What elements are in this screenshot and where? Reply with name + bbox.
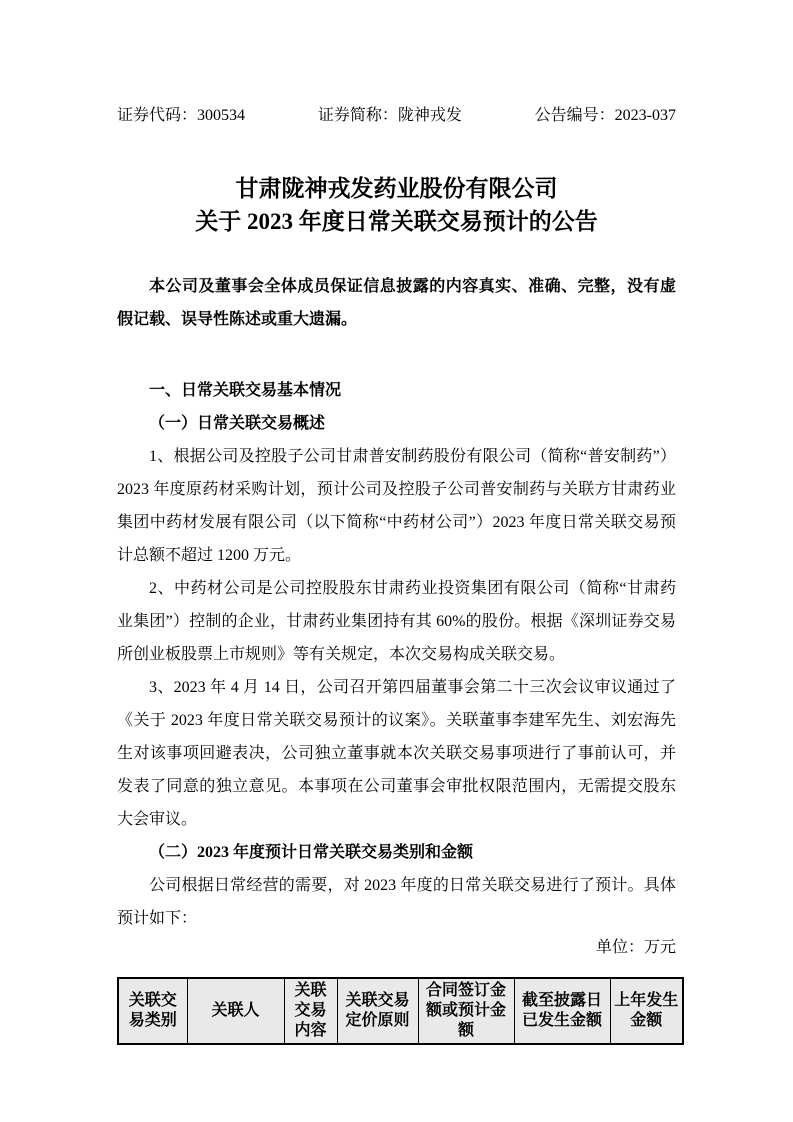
col-header-transaction-type: 关联交易类别 xyxy=(118,978,187,1044)
document-title-line2: 关于 2023 年度日常关联交易预计的公告 xyxy=(195,209,598,234)
document-header-row xyxy=(117,106,676,126)
col-header-related-party: 关联人 xyxy=(187,978,284,1044)
col-header-pricing-principle: 关联交易定价原则 xyxy=(337,978,418,1044)
stock-abbr-text: 证券简称：陇神戎发 xyxy=(317,107,462,124)
paragraph-overview-3: 3、2023 年 4 月 14 日，公司召开第四届董事会第二十三次会议审议通过了《关于 2023 年度日常关联交易预计的议案》。关联董事李建军先生、刘宏海先生对该事项回避表决，公司独立董事就本次关联交易事项进行了事前认可，并发表了同意的独立意见。本事项在公司董事会审批权限范围内，无需提交股东大会审议。 xyxy=(117,679,676,828)
truthfulness-declaration: 本公司及董事会全体成员保证信息披露的内容真实、准确、完整，没有虚假记载、误导性陈述或重大遗漏。 xyxy=(117,278,676,328)
col-header-prior-year-amount: 上年发生金额 xyxy=(610,978,683,1044)
paragraph-overview-2: 2、中药材公司是公司控股股东甘肃药业投资集团有限公司（简称“甘肃药业集团”）控制的企业，甘肃药业集团持有其 60%的股份。根据《深圳证券交易所创业板股票上市规则》等有关规定，本次交易构成关联交易。 xyxy=(117,580,676,663)
col-header-transaction-content: 关联交易内容 xyxy=(284,978,337,1044)
section-1-1-heading: （一）日常关联交易概述 xyxy=(149,415,326,432)
related-transactions-table xyxy=(117,977,684,1045)
col-header-contract-or-estimated-amount: 合同签订金额或预计金额 xyxy=(418,978,514,1044)
stock-code-text: 证券代码：300534 xyxy=(117,107,246,124)
announcement-number-text: 公告编号：2023-037 xyxy=(534,107,676,124)
section-1-2-heading: （二）2023 年度预计日常关联交易类别和金额 xyxy=(149,844,474,861)
paragraph-overview-1: 1、根据公司及控股子公司甘肃普安制药股份有限公司（简称“普安制药”）2023 年度原药材采购计划，预计公司及控股子公司普安制药与关联方甘肃药业集团中药材发展有限公司（以下简称“中药材公司”）2023 年度日常关联交易预计总额不超过 1200 万元。 xyxy=(117,448,676,564)
section-1-heading: 一、日常关联交易基本情况 xyxy=(149,382,342,399)
document-title-line1: 甘肃陇神戎发药业股份有限公司 xyxy=(235,176,558,201)
table-header-row xyxy=(118,978,683,1044)
paragraph-estimate-intro: 公司根据日常经营的需要，对 2023 年度的日常关联交易进行了预计。具体预计如下： xyxy=(117,877,676,927)
unit-note: 单位：万元 xyxy=(595,939,676,956)
document-title xyxy=(117,172,676,238)
col-header-amount-incurred-to-date: 截至披露日已发生金额 xyxy=(514,978,610,1044)
